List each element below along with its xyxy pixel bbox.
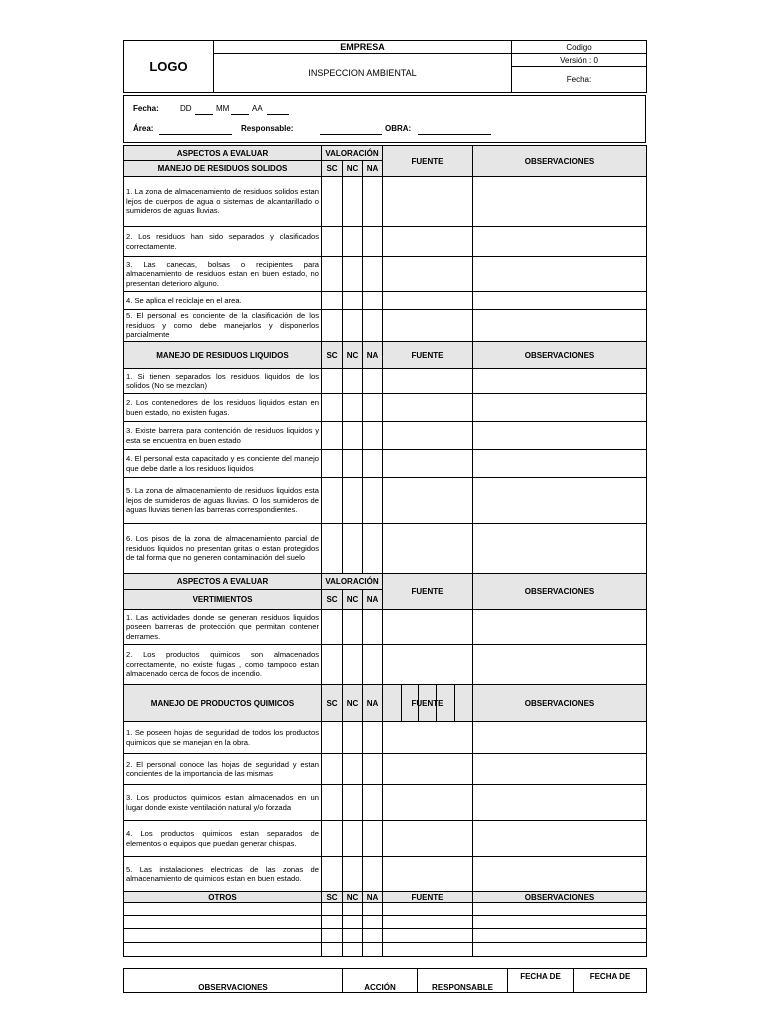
nc-cell[interactable] (343, 257, 363, 292)
sc-cell[interactable] (322, 903, 343, 916)
document-title: INSPECCION AMBIENTAL (214, 54, 512, 93)
fuente-cell[interactable] (383, 369, 473, 394)
item-liquidos-1: 1. Si tienen separados los residuos liquidos de los solidos (No se mezclan) (124, 369, 322, 394)
observaciones-cell[interactable] (473, 916, 647, 929)
na-cell[interactable] (363, 369, 383, 394)
fuente-cell[interactable] (383, 257, 473, 292)
evaluation-table (123, 145, 647, 957)
sc-cell[interactable] (322, 857, 343, 892)
na-cell[interactable] (363, 857, 383, 892)
fuente-header: FUENTE (383, 146, 473, 177)
sc-cell[interactable] (322, 821, 343, 857)
na-cell[interactable] (363, 645, 383, 685)
fuente-cell[interactable] (383, 450, 473, 478)
otros-item-cell[interactable] (124, 916, 322, 929)
observaciones-cell[interactable] (473, 857, 647, 892)
nc-cell[interactable] (343, 177, 363, 227)
item-solidos-3: 3. Las canecas, bolsas o recipientes para almacenamiento de residuos estan en buen estado, no presentan deterioro alguno. (124, 257, 322, 292)
nc-cell[interactable] (343, 929, 363, 943)
fuente-header: FUENTE (383, 574, 473, 610)
item-liquidos-2: 2. Los contenedores de los residuos liquidos estan en buen estado, no existen fugas. (124, 394, 322, 422)
nc-cell[interactable] (343, 227, 363, 257)
observaciones-cell[interactable] (473, 610, 647, 645)
fuente-cell[interactable] (383, 821, 473, 857)
nc-header: NC (343, 161, 363, 177)
nc-header: NC (343, 342, 363, 369)
area-field[interactable] (159, 126, 232, 135)
fuente-cell[interactable] (383, 916, 473, 929)
nc-cell[interactable] (343, 903, 363, 916)
nc-cell[interactable] (343, 292, 363, 310)
logo-placeholder: LOGO (124, 41, 214, 93)
fuente-cell[interactable] (383, 478, 473, 524)
document-code: Codigo (512, 41, 647, 54)
nc-cell[interactable] (343, 916, 363, 929)
na-cell[interactable] (363, 929, 383, 943)
bottom-fecha-header-1: FECHA DE (508, 969, 574, 993)
observaciones-cell[interactable] (473, 257, 647, 292)
fuente-cell[interactable] (383, 610, 473, 645)
section-title-solidos: MANEJO DE RESIDUOS SOLIDOS (124, 161, 322, 177)
item-quimicos-4: 4. Los productos quimicos estan separados de elementos o equipos que puedan generar chispas. (124, 821, 322, 857)
item-solidos-4: 4. Se aplica el reciclaje en el area. (124, 292, 322, 310)
na-cell[interactable] (363, 754, 383, 785)
item-liquidos-4: 4. El personal esta capacitado y es conciente del manejo que debe darle a los residuos liquidos (124, 450, 322, 478)
na-cell[interactable] (363, 903, 383, 916)
sc-cell[interactable] (322, 450, 343, 478)
item-solidos-2: 2. Los residuos han sido separados y clasificados correctamente. (124, 227, 322, 257)
sc-cell[interactable] (322, 394, 343, 422)
sc-cell[interactable] (322, 524, 343, 574)
sc-header: SC (322, 590, 343, 610)
observaciones-cell[interactable] (473, 292, 647, 310)
na-header: NA (363, 590, 383, 610)
item-liquidos-5: 5. La zona de almacenamiento de residuos liquidos esta lejos de sumideros de aguas lluvias. O los sumideros de aguas lluvias tienen las barreras correspondientes. (124, 478, 322, 524)
bottom-observaciones-header: OBSERVACIONES (124, 969, 343, 993)
otros-item-cell[interactable] (124, 903, 322, 916)
aspectos-header: ASPECTOS A EVALUAR (124, 146, 322, 161)
na-cell[interactable] (363, 478, 383, 524)
dd-label: DD (180, 104, 192, 113)
na-header: NA (363, 685, 383, 722)
sc-cell[interactable] (322, 929, 343, 943)
observaciones-cell[interactable] (473, 450, 647, 478)
valoracion-header: VALORACIÓN (322, 146, 383, 161)
sc-cell[interactable] (322, 310, 343, 342)
aa-field[interactable] (267, 106, 289, 115)
nc-cell[interactable] (343, 524, 363, 574)
observaciones-cell[interactable] (473, 394, 647, 422)
sc-cell[interactable] (322, 916, 343, 929)
item-liquidos-6: 6. Los pisos de la zona de almacenamiento parcial de residuos liquidos no presentan gritas o estan protegidos de tal forma que no generen contaminación del suelo (124, 524, 322, 574)
sc-cell[interactable] (322, 227, 343, 257)
observaciones-cell[interactable] (473, 369, 647, 394)
observaciones-header: OBSERVACIONES (473, 574, 647, 610)
nc-cell[interactable] (343, 394, 363, 422)
nc-cell[interactable] (343, 450, 363, 478)
observaciones-cell[interactable] (473, 524, 647, 574)
na-cell[interactable] (363, 916, 383, 929)
nc-header: NC (343, 590, 363, 610)
fuente-cell[interactable] (383, 857, 473, 892)
responsable-label: Responsable: (241, 124, 294, 133)
mm-field[interactable] (231, 106, 249, 115)
item-liquidos-3: 3. Existe barrera para contención de residuos liquidos y esta se encuentra en buen estado (124, 422, 322, 450)
fuente-header-label: FUENTE (411, 698, 444, 708)
fuente-header (383, 685, 473, 722)
fuente-cell[interactable] (383, 524, 473, 574)
na-cell[interactable] (363, 821, 383, 857)
fuente-cell[interactable] (383, 754, 473, 785)
mm-label: MM (216, 104, 230, 113)
sc-cell[interactable] (322, 943, 343, 957)
aspectos-header: ASPECTOS A EVALUAR (124, 574, 322, 590)
otros-item-cell[interactable] (124, 929, 322, 943)
na-cell[interactable] (363, 227, 383, 257)
nc-cell[interactable] (343, 310, 363, 342)
action-table (123, 968, 647, 993)
observaciones-cell[interactable] (473, 310, 647, 342)
nc-cell[interactable] (343, 369, 363, 394)
na-cell[interactable] (363, 394, 383, 422)
observaciones-cell[interactable] (473, 821, 647, 857)
observaciones-cell[interactable] (473, 177, 647, 227)
item-quimicos-3: 3. Los productos quimicos estan almacenados en un lugar donde existe ventilación natural y/o forzada (124, 785, 322, 821)
na-cell[interactable] (363, 943, 383, 957)
sc-cell[interactable] (322, 257, 343, 292)
na-header: NA (363, 342, 383, 369)
item-vertimientos-1: 1. Las actividades donde se generan residuos liquidos poseen barreras de protección que permitan contener derrames. (124, 610, 322, 645)
sc-header: SC (322, 161, 343, 177)
item-quimicos-2: 2. El personal conoce las hojas de seguridad y estan concientes de la importancia de las mismas (124, 754, 322, 785)
nc-cell[interactable] (343, 821, 363, 857)
otros-item-cell[interactable] (124, 943, 322, 957)
item-solidos-5: 5. El personal es conciente de la clasificación de los residuos y como debe manejarlos y disponerlos parcialmente (124, 310, 322, 342)
company-name: EMPRESA (214, 41, 512, 54)
na-cell[interactable] (363, 310, 383, 342)
observaciones-cell[interactable] (473, 785, 647, 821)
document-version: Versión : 0 (512, 54, 647, 67)
sc-cell[interactable] (322, 478, 343, 524)
na-cell[interactable] (363, 785, 383, 821)
observaciones-cell[interactable] (473, 227, 647, 257)
na-header: NA (363, 161, 383, 177)
sc-cell[interactable] (322, 722, 343, 754)
nc-cell[interactable] (343, 645, 363, 685)
observaciones-cell[interactable] (473, 903, 647, 916)
observaciones-cell[interactable] (473, 478, 647, 524)
sc-cell[interactable] (322, 369, 343, 394)
na-cell[interactable] (363, 722, 383, 754)
observaciones-cell[interactable] (473, 943, 647, 957)
sc-cell[interactable] (322, 785, 343, 821)
item-solidos-1: 1. La zona de almacenamiento de residuos solidos estan lejos de cuerpos de agua o sistemas de alcantarillado o sumideros de aguas lluvias. (124, 177, 322, 227)
nc-cell[interactable] (343, 857, 363, 892)
nc-cell[interactable] (343, 478, 363, 524)
fuente-cell[interactable] (383, 394, 473, 422)
sc-header: SC (322, 892, 343, 903)
na-cell[interactable] (363, 177, 383, 227)
sc-cell[interactable] (322, 292, 343, 310)
nc-cell[interactable] (343, 610, 363, 645)
observaciones-header: OBSERVACIONES (473, 685, 647, 722)
valoracion-header: VALORACIÓN (322, 574, 383, 590)
dd-field[interactable] (195, 106, 213, 115)
bottom-table-container (123, 968, 646, 992)
nc-cell[interactable] (343, 422, 363, 450)
sc-cell[interactable] (322, 645, 343, 685)
bottom-accion-header: ACCIÓN (343, 969, 418, 993)
aa-label: AA (252, 104, 263, 113)
fuente-cell[interactable] (383, 943, 473, 957)
header-table (123, 40, 647, 93)
fuente-cell[interactable] (383, 177, 473, 227)
nc-cell[interactable] (343, 722, 363, 754)
na-cell[interactable] (363, 422, 383, 450)
na-cell[interactable] (363, 257, 383, 292)
responsable-field[interactable] (320, 126, 382, 135)
area-label: Área: (133, 124, 154, 133)
section-title-otros: OTROS (124, 892, 322, 903)
observaciones-header: OBSERVACIONES (473, 146, 647, 177)
na-header: NA (363, 892, 383, 903)
observaciones-cell[interactable] (473, 422, 647, 450)
fuente-header: FUENTE (383, 342, 473, 369)
fuente-cell[interactable] (383, 903, 473, 916)
section-title-liquidos: MANEJO DE RESIDUOS LIQUIDOS (124, 342, 322, 369)
sc-header: SC (322, 342, 343, 369)
na-cell[interactable] (363, 610, 383, 645)
item-quimicos-1: 1. Se poseen hojas de seguridad de todos los productos quimicos que se manejan en la obra. (124, 722, 322, 754)
document-date: Fecha: (512, 67, 647, 93)
fecha-label: Fecha: (133, 104, 159, 113)
observaciones-cell[interactable] (473, 722, 647, 754)
fuente-cell[interactable] (383, 785, 473, 821)
observaciones-cell[interactable] (473, 645, 647, 685)
na-cell[interactable] (363, 450, 383, 478)
info-box (123, 95, 646, 143)
sc-cell[interactable] (322, 422, 343, 450)
nc-header: NC (343, 685, 363, 722)
item-vertimientos-2: 2. Los productos quimicos son almacenados correctamente, no existe fugas , como tampoco estan almacenado cerca de focos de incendio. (124, 645, 322, 685)
section-title-quimicos: MANEJO DE PRODUCTOS QUIMICOS (124, 685, 322, 722)
fuente-cell[interactable] (383, 227, 473, 257)
nc-cell[interactable] (343, 754, 363, 785)
obra-label: OBRA: (385, 124, 412, 133)
nc-cell[interactable] (343, 785, 363, 821)
item-quimicos-5: 5. Las instalaciones electricas de las zonas de almacenamiento de quimicos estan en buen estado. (124, 857, 322, 892)
fuente-cell[interactable] (383, 645, 473, 685)
fuente-cell[interactable] (383, 929, 473, 943)
observaciones-cell[interactable] (473, 929, 647, 943)
fuente-header: FUENTE (383, 892, 473, 903)
fuente-cell[interactable] (383, 292, 473, 310)
sc-header: SC (322, 685, 343, 722)
fuente-cell[interactable] (383, 310, 473, 342)
bottom-responsable-header: RESPONSABLE (418, 969, 508, 993)
fuente-cell[interactable] (383, 422, 473, 450)
observaciones-cell[interactable] (473, 754, 647, 785)
nc-header: NC (343, 892, 363, 903)
observaciones-header: OBSERVACIONES (473, 342, 647, 369)
obra-field[interactable] (418, 126, 491, 135)
sc-cell[interactable] (322, 177, 343, 227)
observaciones-header: OBSERVACIONES (473, 892, 647, 903)
section-title-vertimientos: VERTIMIENTOS (124, 590, 322, 610)
na-cell[interactable] (363, 292, 383, 310)
sc-cell[interactable] (322, 610, 343, 645)
bottom-fecha-header-2: FECHA DE (574, 969, 647, 993)
nc-cell[interactable] (343, 943, 363, 957)
na-cell[interactable] (363, 524, 383, 574)
sc-cell[interactable] (322, 754, 343, 785)
fuente-cell[interactable] (383, 722, 473, 754)
